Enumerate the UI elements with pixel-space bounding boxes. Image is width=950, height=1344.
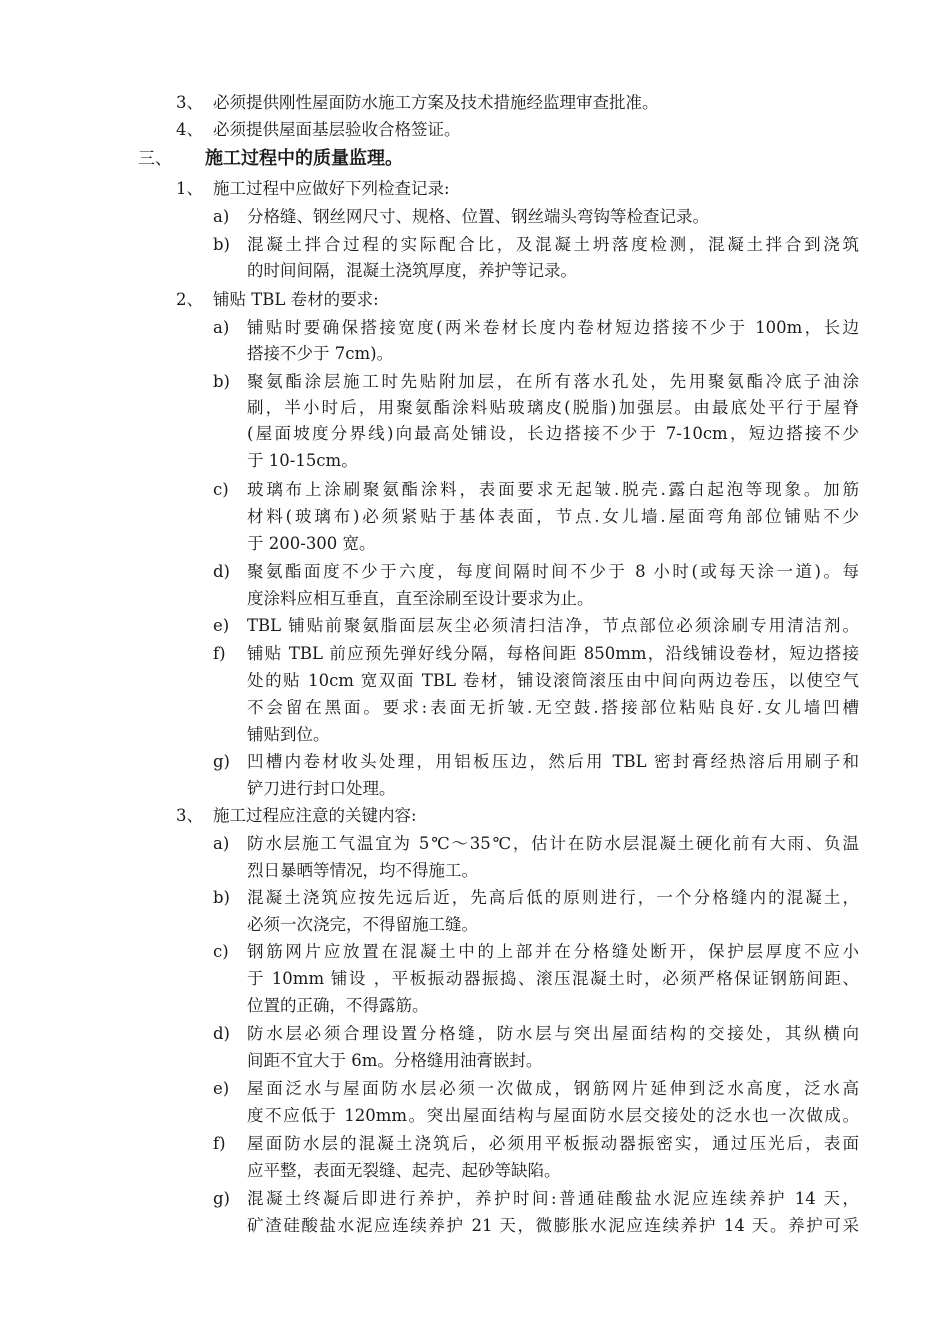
continuation-line [0,257,950,285]
item-number: 2、 [176,290,203,309]
sub-item-letter: f) [213,644,226,663]
continuation-text: 于 200-300 宽。 [247,534,376,553]
sub-item-text: 钢筋网片应放置在混凝土中的上部并在分格缝处断开，保护层厚度不应小 [247,942,859,961]
continuation-line [0,1047,950,1075]
sub-item-letter: a) [213,207,230,226]
continuation-line [0,694,950,722]
continuation-line [0,585,950,613]
continuation-line [0,1157,950,1185]
sub-item [0,1185,950,1213]
item-number: 4、 [176,120,203,139]
sub-item [0,558,950,586]
list-item [0,175,950,203]
sub-item-letter: g) [213,1189,230,1208]
continuation-text: 必须一次浇完，不得留施工缝。 [247,915,478,934]
continuation-line [0,503,950,531]
list-item [0,89,950,117]
sub-item [0,1020,950,1048]
list-item [0,286,950,314]
list-item [0,116,950,144]
sub-item-letter: d) [213,562,230,581]
continuation-text: (屋面坡度分界线)向最高处铺设，长边搭接不少于 7-10cm，短边搭接不少 [247,424,859,443]
sub-item-text: 防水层必须合理设置分格缝，防水层与突出屋面结构的交接处，其纵横向 [247,1024,859,1043]
sub-item [0,612,950,640]
sub-item-text: 屋面防水层的混凝土浇筑后，必须用平板振动器振密实，通过压光后，表面 [247,1134,859,1153]
sub-item-text: 分格缝、钢丝网尺寸、规格、位置、钢丝端头弯钩等检查记录。 [247,207,709,226]
continuation-line [0,1212,950,1240]
continuation-line [0,721,950,749]
item-text: 施工过程应注意的关键内容: [213,806,417,825]
list-item [0,802,950,830]
sub-item-text: 铺贴 TBL 前应预先弹好线分隔，每格间距 850mm，沿线铺设卷材，短边搭接 [247,644,859,663]
continuation-line [0,992,950,1020]
sub-item-text: 聚氨酯面度不少于六度，每度间隔时间不少于 8 小时(或每天涂一道)。每 [247,562,859,581]
sub-item [0,368,950,396]
section-heading [0,145,950,173]
continuation-line [0,447,950,475]
continuation-line [0,857,950,885]
sub-item-letter: f) [213,1134,226,1153]
sub-item [0,640,950,668]
item-text: 必须提供刚性屋面防水施工方案及技术措施经监理审查批准。 [213,93,659,112]
item-number: 3、 [176,806,203,825]
sub-item-letter: b) [213,888,230,907]
section-number: 三、 [138,149,172,169]
continuation-text: 刷，半小时后，用聚氨酯涂料贴玻璃皮(脱脂)加强层。由最底处平行于屋脊 [247,398,859,417]
continuation-text: 位置的正确，不得露筋。 [247,996,429,1015]
continuation-text: 应平整，表面无裂缝、起壳、起砂等缺陷。 [247,1161,561,1180]
sub-item-text: 聚氨酯涂层施工时先贴附加层，在所有落水孔处，先用聚氨酯冷底子油涂 [247,372,859,391]
continuation-line [0,911,950,939]
sub-item-letter: b) [213,372,230,391]
sub-item-text: 混凝土拌合过程的实际配合比，及混凝土坍落度检测，混凝土拌合到浇筑 [247,235,859,254]
sub-item [0,748,950,776]
continuation-text: 材料(玻璃布)必须紧贴于基体表面，节点.女儿墙.屋面弯角部位铺贴不少 [247,507,859,526]
sub-item [0,314,950,342]
item-number: 3、 [176,93,203,112]
continuation-text: 于 10mm 铺设 ，平板振动器振捣、滚压混凝土时，必须严格保证钢筋间距、 [247,969,859,988]
continuation-text: 处的贴 10cm 宽双面 TBL 卷材，铺设滚筒滚压由中间向两边卷压，以使空气 [247,671,859,690]
continuation-line [0,530,950,558]
sub-item [0,476,950,504]
sub-item-text: 凹槽内卷材收头处理，用铝板压边，然后用 TBL 密封膏经热溶后用刷子和 [247,752,859,771]
item-text: 施工过程中应做好下列检查记录: [213,179,450,198]
sub-item-text: 玻璃布上涂刷聚氨酯涂料，表面要求无起皱.脱壳.露白起泡等现象。加筋 [247,480,859,499]
section-title: 施工过程中的质量监理。 [205,148,403,169]
continuation-line [0,420,950,448]
continuation-line [0,667,950,695]
sub-item-letter: e) [213,1079,230,1098]
sub-item [0,938,950,966]
sub-item-text: 混凝土浇筑应按先远后近，先高后低的原则进行，一个分格缝内的混凝土， [247,888,859,907]
continuation-text: 度不应低于 120mm。突出屋面结构与屋面防水层交接处的泛水也一次做成。 [247,1106,859,1125]
sub-item [0,884,950,912]
continuation-line [0,394,950,422]
item-text: 必须提供屋面基层验收合格签证。 [213,120,461,139]
sub-item-letter: c) [213,480,229,499]
continuation-line [0,965,950,993]
sub-item [0,231,950,259]
sub-item [0,1130,950,1158]
continuation-line [0,1102,950,1130]
sub-item-letter: g) [213,752,230,771]
continuation-line [0,340,950,368]
continuation-text: 铲刀进行封口处理。 [247,779,396,798]
continuation-text: 度涂料应相互垂直，直至涂刷至设计要求为止。 [247,589,594,608]
continuation-text: 间距不宜大于 6m。分格缝用油膏嵌封。 [247,1051,543,1070]
continuation-text: 铺贴到位。 [247,725,330,744]
sub-item-letter: d) [213,1024,230,1043]
sub-item-text: 防水层施工气温宜为 5℃～35℃，估计在防水层混凝土硬化前有大雨、负温 [247,834,859,853]
sub-item-letter: e) [213,616,230,635]
sub-item-letter: c) [213,942,229,961]
continuation-line [0,775,950,803]
sub-item-letter: a) [213,834,230,853]
sub-item-letter: a) [213,318,230,337]
continuation-text: 于 10-15cm。 [247,451,358,470]
sub-item-text: 铺贴时要确保搭接宽度(两米卷材长度内卷材短边搭接不少于 100m，长边 [247,318,859,337]
sub-item-text: 混凝土终凝后即进行养护，养护时间:普通硅酸盐水泥应连续养护 14 天， [247,1189,859,1208]
sub-item-text: TBL 铺贴前聚氨脂面层灰尘必须清扫洁净，节点部位必须涂刷专用清洁剂。 [247,616,859,635]
sub-item [0,203,950,231]
continuation-text: 烈日暴晒等情况，均不得施工。 [247,861,478,880]
item-number: 1、 [176,179,203,198]
sub-item-text: 屋面泛水与屋面防水层必须一次做成，钢筋网片延伸到泛水高度，泛水高 [247,1079,859,1098]
continuation-text: 的时间间隔，混凝土浇筑厚度，养护等记录。 [247,261,577,280]
continuation-text: 搭接不少于 7cm)。 [247,344,394,363]
item-text: 铺贴 TBL 卷材的要求: [213,290,379,309]
continuation-text: 矿渣硅酸盐水泥应连续养护 21 天，微膨胀水泥应连续养护 14 天。养护可采 [247,1216,859,1235]
sub-item [0,830,950,858]
sub-item [0,1075,950,1103]
sub-item-letter: b) [213,235,230,254]
continuation-text: 不会留在黑面。要求:表面无折皱.无空鼓.搭接部位粘贴良好.女儿墙凹槽 [247,698,859,717]
